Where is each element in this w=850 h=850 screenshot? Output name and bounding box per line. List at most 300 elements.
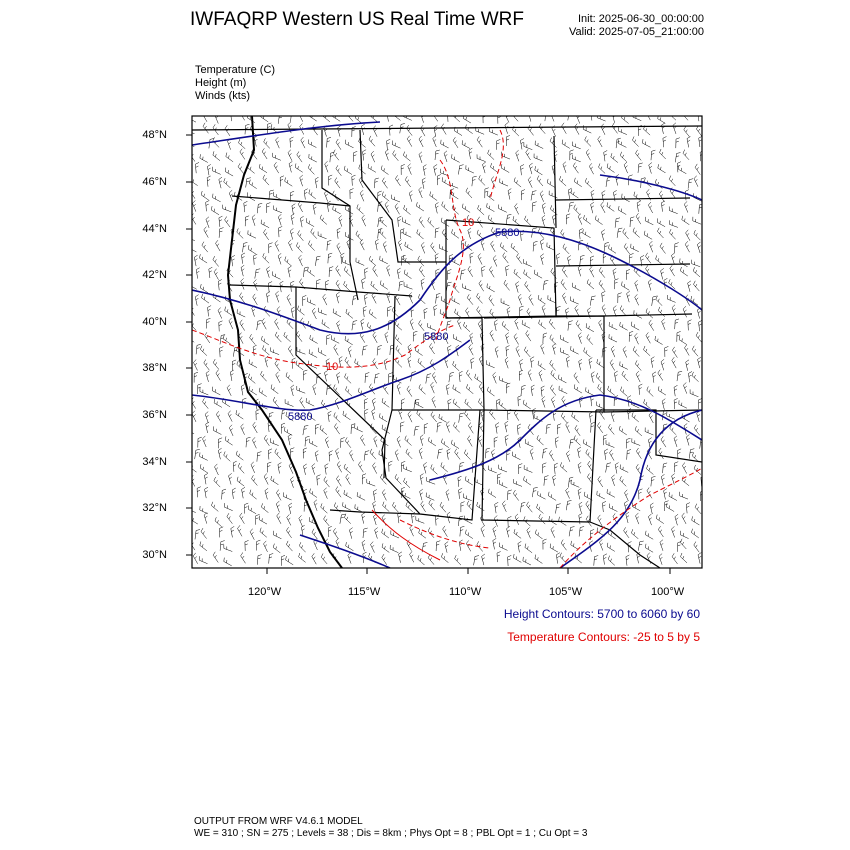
wind-barb — [497, 139, 501, 149]
wind-barb — [298, 201, 302, 212]
wind-barb — [466, 308, 471, 319]
wind-barb — [505, 357, 508, 368]
wind-barb — [413, 331, 417, 341]
wind-barb — [627, 450, 631, 460]
wind-barb — [569, 439, 574, 449]
wind-barb — [583, 439, 591, 447]
wind-barb — [527, 502, 533, 512]
wind-barb — [443, 526, 448, 537]
wind-barb — [312, 529, 318, 540]
wind-barb — [373, 463, 377, 474]
wind-barb — [304, 267, 309, 277]
wind-barb — [206, 201, 210, 212]
wind-barb — [547, 179, 555, 188]
wind-barb — [680, 259, 688, 267]
wind-barb — [408, 356, 411, 367]
wind-barb — [597, 114, 605, 121]
wind-barb — [662, 319, 666, 330]
wind-barb — [308, 241, 314, 251]
wind-barb — [675, 462, 679, 473]
wind-barb — [539, 370, 542, 381]
wind-barb — [635, 333, 639, 344]
wind-barb — [286, 527, 291, 538]
wind-barb — [677, 162, 681, 173]
wind-barb — [398, 240, 401, 251]
wind-barb — [607, 164, 614, 173]
wind-barb — [667, 412, 675, 420]
wind-barb — [446, 282, 451, 292]
wind-barb — [359, 138, 366, 148]
wind-barb — [512, 452, 520, 460]
wind-barb — [269, 554, 274, 564]
wind-barb — [572, 412, 579, 421]
wind-barb — [660, 540, 663, 551]
wind-barb — [245, 540, 249, 551]
wind-barb — [507, 450, 511, 460]
wind-barb — [344, 514, 350, 524]
wind-barb — [607, 489, 615, 497]
wind-barb — [468, 423, 473, 434]
wind-barb — [649, 241, 652, 252]
wind-barb — [513, 490, 519, 501]
wind-barb — [533, 241, 538, 251]
wind-barb — [579, 527, 584, 537]
wind-barb — [374, 514, 377, 525]
wind-barb — [655, 336, 663, 345]
wind-barb — [682, 463, 686, 474]
wind-barb — [363, 150, 367, 161]
wind-barb — [309, 190, 316, 199]
wind-barb — [431, 412, 437, 422]
wind-barb — [381, 166, 388, 175]
wind-barb — [663, 463, 668, 473]
wind-barb — [548, 492, 556, 501]
wind-barb — [249, 180, 256, 189]
wind-barb — [675, 514, 678, 525]
wind-barb — [579, 229, 583, 240]
wind-barb — [369, 309, 376, 318]
wind-barb — [517, 424, 521, 435]
wind-barb — [254, 280, 258, 291]
wind-barb — [416, 516, 425, 523]
wind-barb — [352, 127, 356, 137]
wind-barb — [624, 162, 628, 173]
wind-barb — [505, 123, 508, 134]
wind-barb — [321, 554, 327, 564]
wind-barb — [611, 153, 618, 162]
wind-barb — [697, 411, 700, 422]
wind-barb — [517, 253, 523, 264]
wind-barb — [291, 307, 294, 318]
wind-barb — [694, 425, 700, 436]
wind-barb — [468, 436, 473, 447]
wind-barb — [364, 399, 368, 410]
wind-barb — [620, 152, 627, 162]
wind-barb — [598, 476, 603, 487]
wind-barb — [645, 428, 653, 436]
wind-barb — [579, 359, 582, 370]
wind-barb — [596, 373, 602, 383]
wind-barb — [385, 332, 388, 343]
wind-barb — [359, 177, 363, 188]
wind-barb — [644, 346, 651, 356]
wind-barb — [438, 449, 443, 459]
wind-barb — [431, 382, 435, 393]
wind-barb — [465, 476, 473, 485]
wind-barb — [633, 228, 640, 238]
wind-barb — [514, 269, 521, 279]
wind-barb — [361, 319, 364, 330]
wind-barb — [318, 232, 326, 239]
wind-barb — [446, 490, 449, 501]
wind-barb — [406, 449, 412, 459]
wind-barb — [193, 201, 196, 212]
wind-barb — [247, 192, 255, 200]
init-time: Init: 2025-06-30_00:00:00 — [578, 13, 704, 25]
wind-barb — [387, 139, 391, 150]
wind-barb — [632, 412, 639, 422]
wind-barb — [395, 203, 400, 214]
wind-barb — [429, 343, 434, 354]
wind-barb — [434, 165, 437, 176]
wind-barb — [661, 436, 666, 447]
wind-barb — [477, 307, 483, 318]
wind-barb — [599, 320, 603, 331]
wind-barb — [420, 489, 423, 500]
wind-barb — [514, 529, 521, 538]
lon-label: 115°W — [348, 586, 381, 598]
wind-barb — [323, 294, 327, 305]
wind-barb — [491, 163, 498, 172]
wind-barb — [562, 293, 566, 304]
wind-barb — [687, 137, 690, 148]
wind-barb — [373, 266, 378, 277]
wind-barb — [441, 296, 449, 304]
wind-barb — [380, 256, 388, 264]
wind-barb — [336, 487, 341, 498]
wind-barb — [453, 399, 460, 408]
wind-barb — [459, 371, 463, 382]
wind-barb — [514, 334, 519, 345]
wind-barb — [680, 267, 687, 276]
wind-barb — [431, 243, 436, 254]
wind-barb — [236, 451, 243, 460]
lon-label: 120°W — [248, 586, 282, 598]
wind-barb — [542, 215, 545, 226]
wind-barb — [362, 215, 366, 226]
wind-barb — [483, 162, 486, 173]
wind-barb — [538, 361, 545, 370]
wind-barb — [263, 253, 269, 263]
wind-barb — [409, 191, 412, 202]
wind-barb — [263, 175, 269, 185]
wind-barb — [424, 423, 428, 434]
wind-barb — [420, 474, 423, 485]
wind-barb — [233, 461, 237, 472]
wind-barb — [636, 513, 639, 524]
wind-barb — [494, 320, 497, 331]
wind-barb — [531, 385, 534, 396]
wind-barb — [213, 194, 221, 202]
wind-barb — [624, 527, 629, 538]
wind-barb — [608, 424, 614, 434]
wind-barb — [665, 346, 669, 357]
wind-barb — [620, 476, 626, 486]
wind-barb — [246, 178, 251, 188]
wind-barb — [224, 178, 231, 188]
wind-barb — [520, 502, 525, 512]
wind-barb — [560, 553, 566, 563]
wind-barb — [631, 322, 639, 330]
wind-barb — [646, 308, 653, 318]
wind-barb — [633, 113, 641, 121]
wind-barb — [611, 346, 615, 357]
wind-barb — [214, 477, 220, 487]
wind-barb — [352, 321, 357, 331]
wind-barb — [608, 386, 615, 395]
wind-barb — [395, 175, 400, 186]
lon-label: 110°W — [449, 586, 482, 598]
wind-barb — [543, 448, 548, 458]
wind-barb — [652, 296, 657, 306]
wind-barb — [223, 205, 232, 212]
wind-barb — [344, 490, 352, 498]
wind-barb — [479, 175, 485, 185]
wind-barb — [463, 322, 470, 332]
wind-barb — [524, 270, 531, 279]
wind-barb — [597, 359, 604, 368]
wind-barb — [686, 434, 689, 445]
wind-barb — [229, 190, 232, 201]
wind-barb — [622, 282, 630, 291]
wind-barb — [387, 265, 390, 276]
wind-barb — [535, 141, 543, 149]
wind-barb — [337, 461, 342, 472]
wind-barb — [656, 296, 662, 306]
wind-barb — [664, 489, 667, 500]
wind-barb — [315, 177, 318, 188]
wind-barb — [560, 348, 568, 355]
wind-barb — [301, 525, 304, 536]
wind-barb — [688, 179, 693, 189]
wind-barb — [694, 281, 700, 291]
wind-barb — [572, 283, 580, 291]
wind-barb — [297, 331, 303, 342]
wind-barb — [566, 422, 570, 433]
wind-barb — [466, 540, 471, 551]
wind-barb — [543, 333, 547, 343]
wind-barb — [539, 320, 546, 329]
wind-barb — [495, 347, 498, 358]
wind-barb — [490, 128, 498, 136]
wind-barb — [267, 462, 271, 472]
wind-barb — [688, 281, 691, 292]
wind-barb — [649, 412, 653, 423]
wind-barb — [676, 138, 680, 148]
wind-barb — [262, 318, 266, 329]
wind-barb — [522, 320, 530, 328]
wind-barb — [275, 360, 280, 371]
wind-barb — [251, 462, 255, 473]
wind-barb — [526, 330, 531, 341]
wind-barb — [459, 540, 462, 551]
wind-barb — [384, 359, 387, 370]
wind-barb — [279, 226, 283, 237]
wind-barb — [559, 375, 567, 383]
wind-barb — [696, 126, 701, 137]
wind-barb — [252, 437, 256, 448]
wind-barb — [537, 435, 544, 445]
wind-barb — [620, 362, 628, 370]
wind-barb — [404, 205, 411, 215]
wind-barb — [578, 214, 582, 225]
wind-barb — [632, 438, 640, 445]
wind-barb — [320, 215, 327, 225]
wind-barb — [694, 230, 701, 240]
wind-barb — [616, 174, 619, 185]
wind-barb — [403, 255, 410, 264]
footer-model: OUTPUT FROM WRF V4.6.1 MODEL — [194, 816, 363, 827]
wind-barb — [626, 438, 630, 448]
wind-barb — [618, 293, 622, 303]
wind-barb — [400, 422, 404, 432]
wind-barb — [489, 295, 494, 306]
wind-barb — [612, 123, 618, 133]
wind-barb — [396, 294, 401, 305]
wind-barb — [498, 113, 502, 124]
wind-barb — [287, 295, 291, 306]
wind-barb — [461, 502, 465, 512]
wind-barb — [419, 187, 423, 198]
wind-barb — [272, 271, 280, 279]
wind-barb — [321, 503, 328, 513]
wind-barb — [603, 554, 607, 565]
wind-barb — [397, 383, 400, 394]
wind-barb — [241, 553, 246, 564]
wind-barb — [341, 438, 345, 448]
wind-barb — [248, 245, 256, 254]
wind-barb — [205, 487, 208, 498]
wind-barb — [417, 410, 423, 420]
wind-barb — [578, 462, 581, 473]
wind-barb — [647, 387, 654, 397]
wind-barb — [403, 152, 410, 162]
wind-barb — [587, 279, 594, 289]
wind-barb — [457, 318, 461, 329]
wind-barb — [241, 424, 245, 435]
wind-barb — [345, 336, 353, 345]
wind-barb — [362, 278, 366, 289]
wind-barb — [673, 123, 676, 134]
wind-barb — [524, 465, 532, 472]
wind-barb — [466, 384, 473, 394]
wind-barb — [264, 229, 269, 240]
wind-barb — [224, 558, 232, 566]
wind-barb — [200, 346, 207, 356]
wind-barb — [601, 202, 605, 213]
wind-barb — [245, 503, 249, 513]
wind-barb — [535, 166, 543, 175]
wind-barb — [374, 374, 379, 384]
wind-barb — [546, 424, 551, 434]
wind-barb — [275, 449, 281, 459]
wind-barb — [542, 305, 545, 316]
wind-barb — [364, 294, 368, 305]
wind-barb — [369, 256, 376, 266]
wind-barb — [441, 553, 448, 563]
wind-barb — [483, 113, 487, 124]
wind-barb — [373, 332, 377, 343]
wind-barb — [643, 139, 651, 147]
wind-barb — [301, 137, 305, 148]
wind-barb — [544, 476, 549, 486]
wind-barb — [636, 448, 641, 459]
wind-barb — [430, 192, 437, 201]
wind-barb — [549, 319, 555, 329]
wind-barb — [682, 216, 690, 225]
wind-barb — [295, 164, 303, 173]
wind-barb — [541, 386, 545, 397]
wind-barb — [375, 528, 378, 539]
wind-barb — [645, 544, 653, 553]
wind-barb — [273, 397, 279, 407]
wind-barb — [437, 422, 442, 432]
lat-label: 42°N — [142, 269, 167, 281]
wind-barb — [630, 217, 634, 227]
lat-label: 38°N — [142, 362, 167, 374]
wind-barb — [378, 228, 383, 238]
wind-barb — [670, 265, 675, 276]
wind-barb — [556, 553, 560, 564]
wind-barb — [257, 320, 262, 330]
wind-barb — [204, 227, 209, 238]
wind-barb — [289, 161, 292, 172]
wind-barb — [686, 360, 689, 371]
wind-barb — [693, 267, 700, 277]
wind-barb — [428, 217, 434, 227]
wind-barb — [499, 400, 506, 409]
wind-barb — [478, 436, 482, 447]
wind-barb — [561, 413, 567, 423]
wind-barb — [506, 214, 511, 224]
wind-barb — [600, 539, 603, 550]
wind-barb — [487, 387, 494, 396]
wind-barb — [399, 552, 402, 563]
wind-barb — [395, 321, 402, 331]
wind-barb — [578, 333, 581, 344]
wind-barb — [335, 178, 340, 189]
wind-barb — [268, 449, 272, 460]
wind-barb — [439, 414, 447, 422]
wind-barb — [344, 281, 350, 291]
wind-barb — [271, 476, 279, 485]
wind-barb — [203, 398, 209, 408]
wind-barb — [541, 343, 545, 354]
wind-barb — [208, 306, 212, 317]
wind-barb — [350, 189, 354, 200]
wind-barb — [250, 529, 254, 540]
wind-barb — [603, 435, 607, 445]
wind-barb — [696, 332, 702, 342]
wind-barb — [445, 542, 448, 553]
wind-barb — [599, 267, 605, 278]
wind-barb — [378, 191, 382, 201]
wind-barb — [511, 243, 518, 252]
wind-barb — [193, 553, 198, 564]
wind-barb — [540, 191, 544, 202]
wind-barb — [207, 164, 210, 175]
wind-barb — [674, 398, 678, 409]
